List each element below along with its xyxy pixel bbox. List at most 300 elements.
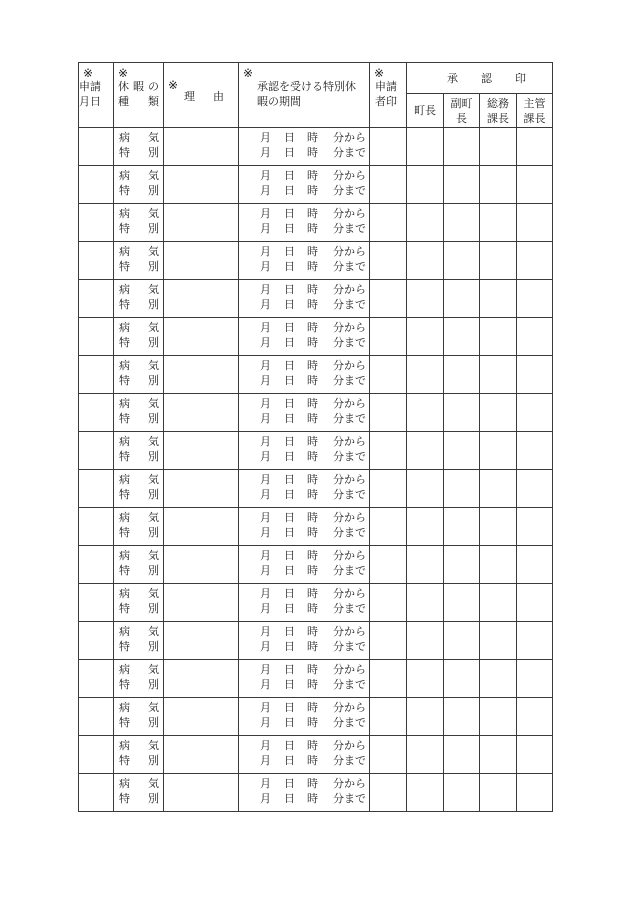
reason-cell[interactable] [164, 774, 239, 812]
text: 分から [333, 397, 366, 410]
mayor-seal-cell[interactable] [407, 584, 444, 622]
text: 分まで [333, 792, 366, 805]
text: 時 [307, 207, 318, 220]
deputy-mayor-seal-cell[interactable] [444, 356, 480, 394]
mayor-seal-cell[interactable] [407, 546, 444, 584]
section-chief-seal-cell[interactable] [517, 318, 553, 356]
text: 分から [333, 359, 366, 372]
leave-type-cell[interactable] [114, 660, 164, 698]
period-from [239, 472, 369, 487]
deputy-mayor-seal-cell[interactable] [444, 736, 480, 774]
type-option-special [114, 183, 163, 198]
applied-date-cell[interactable] [79, 584, 114, 622]
text: 病 [119, 663, 130, 676]
period-cell[interactable] [239, 242, 370, 280]
applied-date-cell[interactable] [79, 356, 114, 394]
deputy-mayor-seal-cell[interactable] [444, 698, 480, 736]
period-from [239, 700, 369, 715]
header-row-top [79, 63, 553, 94]
period-cell[interactable] [239, 698, 370, 736]
deputy-mayor-seal-cell[interactable] [444, 470, 480, 508]
text: の [148, 80, 159, 93]
type-option-special [114, 639, 163, 654]
text: 日 [284, 526, 295, 539]
text: 日 [284, 640, 295, 653]
period-to [239, 259, 369, 274]
text: 月 [260, 716, 271, 729]
text: 月 [260, 169, 271, 182]
applied-date-cell[interactable] [79, 280, 114, 318]
applied-date-cell[interactable] [79, 394, 114, 432]
text: 日 [284, 587, 295, 600]
applicant-seal-cell[interactable] [370, 356, 407, 394]
period-to [239, 715, 369, 730]
section-chief-seal-cell[interactable] [517, 584, 553, 622]
text: 月 [260, 701, 271, 714]
text: 時 [307, 412, 318, 425]
leave-type-cell[interactable] [114, 546, 164, 584]
general-affairs-seal-cell[interactable] [480, 128, 517, 166]
section-chief-seal-cell[interactable] [517, 546, 553, 584]
text: 日 [284, 777, 295, 790]
leave-type-cell[interactable] [114, 204, 164, 242]
leave-type-cell[interactable] [114, 508, 164, 546]
header-period-line1: 承認を受ける特別休 [257, 80, 356, 93]
period-to [239, 145, 369, 160]
mayor-seal-cell[interactable] [407, 736, 444, 774]
applicant-seal-cell[interactable] [370, 204, 407, 242]
period-cell[interactable] [239, 318, 370, 356]
mayor-seal-cell[interactable] [407, 356, 444, 394]
period-from [239, 168, 369, 183]
leave-table [78, 62, 553, 812]
section-chief-seal-cell[interactable] [517, 128, 553, 166]
applicant-seal-cell[interactable] [370, 584, 407, 622]
text: 時 [307, 602, 318, 615]
deputy-mayor-seal-cell[interactable] [444, 660, 480, 698]
text: 時 [307, 511, 318, 524]
text: 気 [148, 511, 159, 524]
text: 月 [260, 564, 271, 577]
deputy-mayor-seal-cell[interactable] [444, 166, 480, 204]
reason-cell[interactable] [164, 546, 239, 584]
period-cell[interactable] [239, 736, 370, 774]
mark-symbol: ※ [118, 66, 129, 80]
text: 分まで [333, 754, 366, 767]
text: 時 [307, 298, 318, 311]
type-option-special [114, 791, 163, 806]
applicant-seal-cell[interactable] [370, 128, 407, 166]
table-row [79, 774, 553, 812]
period-from [239, 662, 369, 677]
general-affairs-seal-cell[interactable] [480, 242, 517, 280]
reason-cell[interactable] [164, 318, 239, 356]
mayor-seal-cell[interactable] [407, 622, 444, 660]
reason-cell[interactable] [164, 432, 239, 470]
section-chief-seal-cell[interactable] [517, 508, 553, 546]
applicant-seal-cell[interactable] [370, 280, 407, 318]
text: 分まで [333, 146, 366, 159]
leave-type-cell[interactable] [114, 774, 164, 812]
leave-type-cell[interactable] [114, 128, 164, 166]
period-cell[interactable] [239, 280, 370, 318]
deputy-mayor-seal-cell[interactable] [444, 242, 480, 280]
general-affairs-seal-cell[interactable] [480, 584, 517, 622]
text: 月 [260, 754, 271, 767]
deputy-mayor-seal-cell[interactable] [444, 128, 480, 166]
deputy-mayor-seal-cell[interactable] [444, 280, 480, 318]
applied-date-cell[interactable] [79, 166, 114, 204]
period-cell[interactable] [239, 584, 370, 622]
general-affairs-seal-cell[interactable] [480, 774, 517, 812]
period-from [239, 624, 369, 639]
text: 時 [307, 397, 318, 410]
leave-type-cell[interactable] [114, 584, 164, 622]
period-to [239, 221, 369, 236]
period-from [239, 510, 369, 525]
period-from [239, 776, 369, 791]
text: 病 [119, 359, 130, 372]
reason-cell[interactable] [164, 470, 239, 508]
period-to [239, 639, 369, 654]
type-option-sick [114, 548, 163, 563]
mayor-seal-cell[interactable] [407, 128, 444, 166]
table-row [79, 280, 553, 318]
mayor-seal-cell[interactable] [407, 774, 444, 812]
type-option-sick [114, 244, 163, 259]
deputy-mayor-seal-cell[interactable] [444, 774, 480, 812]
table-row [79, 242, 553, 280]
table-row [79, 394, 553, 432]
text: 日 [284, 260, 295, 273]
leave-type-cell[interactable] [114, 470, 164, 508]
period-cell[interactable] [239, 204, 370, 242]
general-affairs-seal-cell[interactable] [480, 622, 517, 660]
general-affairs-seal-cell[interactable] [480, 698, 517, 736]
section-chief-seal-cell[interactable] [517, 774, 553, 812]
section-chief-seal-cell[interactable] [517, 394, 553, 432]
deputy-mayor-seal-cell[interactable] [444, 318, 480, 356]
reason-cell[interactable] [164, 280, 239, 318]
text: 時 [307, 754, 318, 767]
general-affairs-seal-cell[interactable] [480, 318, 517, 356]
leave-type-cell[interactable] [114, 318, 164, 356]
mayor-seal-cell[interactable] [407, 318, 444, 356]
text: 特 [119, 526, 130, 539]
period-to [239, 677, 369, 692]
text: 日 [284, 283, 295, 296]
period-to [239, 525, 369, 540]
text: 気 [148, 131, 159, 144]
section-chief-seal-cell[interactable] [517, 356, 553, 394]
applicant-seal-cell[interactable] [370, 242, 407, 280]
reason-cell[interactable] [164, 508, 239, 546]
text: 月 [260, 450, 271, 463]
text: 特 [119, 298, 130, 311]
mark-symbol: ※ [374, 66, 385, 80]
period-cell[interactable] [239, 622, 370, 660]
deputy-mayor-seal-cell[interactable] [444, 546, 480, 584]
deputy-mayor-seal-cell[interactable] [444, 394, 480, 432]
period-cell[interactable] [239, 128, 370, 166]
text: 時 [307, 169, 318, 182]
text: 気 [148, 473, 159, 486]
period-cell[interactable] [239, 660, 370, 698]
reason-cell[interactable] [164, 622, 239, 660]
text: 特 [119, 222, 130, 235]
leave-type-cell[interactable] [114, 622, 164, 660]
reason-cell[interactable] [164, 242, 239, 280]
applied-date-cell[interactable] [79, 242, 114, 280]
text: 月 [260, 245, 271, 258]
header-applied-date [79, 63, 114, 128]
text: 気 [148, 359, 159, 372]
period-to [239, 411, 369, 426]
text: 特 [119, 184, 130, 197]
type-option-special [114, 411, 163, 426]
text: 日 [284, 207, 295, 220]
period-to [239, 487, 369, 502]
applied-date-cell[interactable] [79, 128, 114, 166]
applicant-seal-cell[interactable] [370, 432, 407, 470]
text: 病 [119, 245, 130, 258]
section-chief-seal-cell[interactable] [517, 470, 553, 508]
text: 日 [284, 739, 295, 752]
leave-type-cell[interactable] [114, 242, 164, 280]
applicant-seal-cell[interactable] [370, 546, 407, 584]
leave-type-cell[interactable] [114, 394, 164, 432]
text: 特 [119, 792, 130, 805]
text: 月 [260, 397, 271, 410]
text: 気 [148, 283, 159, 296]
table-row [79, 660, 553, 698]
leave-type-cell[interactable] [114, 356, 164, 394]
text: 時 [307, 184, 318, 197]
type-option-special [114, 753, 163, 768]
table-row [79, 166, 553, 204]
text: 日 [284, 716, 295, 729]
section-chief-seal-cell[interactable] [517, 280, 553, 318]
mayor-seal-cell[interactable] [407, 394, 444, 432]
period-cell[interactable] [239, 356, 370, 394]
text: 分まで [333, 526, 366, 539]
applied-date-cell[interactable] [79, 736, 114, 774]
table-row [79, 128, 553, 166]
mayor-seal-cell[interactable] [407, 280, 444, 318]
text: 日 [284, 397, 295, 410]
period-cell[interactable] [239, 432, 370, 470]
mayor-seal-cell[interactable] [407, 432, 444, 470]
mayor-seal-cell[interactable] [407, 204, 444, 242]
deputy-mayor-seal-cell[interactable] [444, 622, 480, 660]
applied-date-cell[interactable] [79, 774, 114, 812]
leave-type-cell[interactable] [114, 432, 164, 470]
reason-cell[interactable] [164, 660, 239, 698]
text: 病 [119, 739, 130, 752]
text: 印 [515, 72, 526, 85]
text: 別 [148, 450, 159, 463]
section-chief-seal-cell[interactable] [517, 166, 553, 204]
text: 日 [284, 169, 295, 182]
text: 日 [284, 625, 295, 638]
general-affairs-seal-cell[interactable] [480, 356, 517, 394]
applied-date-cell[interactable] [79, 508, 114, 546]
text: 病 [119, 321, 130, 334]
text: 別 [148, 222, 159, 235]
table-row [79, 546, 553, 584]
period-cell[interactable] [239, 394, 370, 432]
reason-cell[interactable] [164, 166, 239, 204]
text: 類 [148, 95, 159, 108]
type-option-special [114, 335, 163, 350]
mayor-seal-cell[interactable] [407, 660, 444, 698]
general-affairs-seal-cell[interactable] [480, 470, 517, 508]
reason-cell[interactable] [164, 736, 239, 774]
text: 気 [148, 207, 159, 220]
period-cell[interactable] [239, 546, 370, 584]
text: 分から [333, 739, 366, 752]
applicant-seal-cell[interactable] [370, 394, 407, 432]
reason-cell[interactable] [164, 394, 239, 432]
header-leave-type-line1 [114, 79, 163, 94]
applicant-seal-cell[interactable] [370, 318, 407, 356]
text: 月 [260, 739, 271, 752]
section-chief-seal-cell[interactable] [517, 622, 553, 660]
text: 時 [307, 716, 318, 729]
general-affairs-seal-cell[interactable] [480, 204, 517, 242]
mayor-seal-cell[interactable] [407, 166, 444, 204]
leave-type-cell[interactable] [114, 736, 164, 774]
deputy-mayor-seal-cell[interactable] [444, 432, 480, 470]
applied-date-cell[interactable] [79, 204, 114, 242]
applied-date-cell[interactable] [79, 698, 114, 736]
text: 日 [284, 754, 295, 767]
text: 認 [481, 72, 492, 85]
type-option-special [114, 373, 163, 388]
leave-type-cell[interactable] [114, 166, 164, 204]
deputy-mayor-seal-cell[interactable] [444, 204, 480, 242]
header-applied-date-line2: 月日 [79, 95, 101, 108]
deputy-mayor-seal-cell[interactable] [444, 584, 480, 622]
table-row [79, 736, 553, 774]
applicant-seal-cell[interactable] [370, 736, 407, 774]
reason-cell[interactable] [164, 128, 239, 166]
text: 別 [148, 260, 159, 273]
general-affairs-seal-cell[interactable] [480, 660, 517, 698]
type-option-special [114, 487, 163, 502]
text: 月 [260, 549, 271, 562]
type-option-special [114, 525, 163, 540]
text: 別 [148, 184, 159, 197]
text: 気 [148, 397, 159, 410]
applied-date-cell[interactable] [79, 470, 114, 508]
section-chief-seal-cell[interactable] [517, 242, 553, 280]
section-chief-seal-cell[interactable] [517, 432, 553, 470]
text: 時 [307, 625, 318, 638]
general-affairs-seal-cell[interactable] [480, 280, 517, 318]
mayor-seal-cell[interactable] [407, 470, 444, 508]
type-option-special [114, 221, 163, 236]
deputy-mayor-seal-cell[interactable] [444, 508, 480, 546]
text: 課長 [487, 112, 509, 125]
header-approver-section-chief [517, 94, 553, 128]
text: 月 [260, 260, 271, 273]
text: 分から [333, 777, 366, 790]
general-affairs-seal-cell[interactable] [480, 166, 517, 204]
text: 月 [260, 602, 271, 615]
general-affairs-seal-cell[interactable] [480, 394, 517, 432]
reason-cell[interactable] [164, 584, 239, 622]
header-approver-deputy-mayor [444, 94, 480, 128]
section-chief-seal-cell[interactable] [517, 204, 553, 242]
text: 月 [260, 146, 271, 159]
period-cell[interactable] [239, 508, 370, 546]
applicant-seal-cell[interactable] [370, 622, 407, 660]
applicant-seal-cell[interactable] [370, 660, 407, 698]
text: 分から [333, 549, 366, 562]
applied-date-cell[interactable] [79, 660, 114, 698]
text: 時 [307, 777, 318, 790]
type-option-sick [114, 320, 163, 335]
text: 日 [284, 184, 295, 197]
type-option-sick [114, 510, 163, 525]
applicant-seal-cell[interactable] [370, 470, 407, 508]
text: 月 [260, 435, 271, 448]
general-affairs-seal-cell[interactable] [480, 736, 517, 774]
text: 病 [119, 397, 130, 410]
general-affairs-seal-cell[interactable] [480, 546, 517, 584]
text: 月 [260, 587, 271, 600]
mayor-seal-cell[interactable] [407, 698, 444, 736]
period-cell[interactable] [239, 774, 370, 812]
applied-date-cell[interactable] [79, 546, 114, 584]
reason-cell[interactable] [164, 356, 239, 394]
applied-date-cell[interactable] [79, 622, 114, 660]
text: 分から [333, 131, 366, 144]
leave-type-cell[interactable] [114, 280, 164, 318]
text: 長 [456, 112, 467, 125]
text: 時 [307, 640, 318, 653]
section-chief-seal-cell[interactable] [517, 660, 553, 698]
applied-date-cell[interactable] [79, 432, 114, 470]
applicant-seal-cell[interactable] [370, 166, 407, 204]
text: 時 [307, 678, 318, 691]
section-chief-seal-cell[interactable] [517, 698, 553, 736]
period-cell[interactable] [239, 166, 370, 204]
reason-cell[interactable] [164, 204, 239, 242]
general-affairs-seal-cell[interactable] [480, 508, 517, 546]
general-affairs-seal-cell[interactable] [480, 432, 517, 470]
text: 分まで [333, 260, 366, 273]
mayor-seal-cell[interactable] [407, 242, 444, 280]
applied-date-cell[interactable] [79, 318, 114, 356]
reason-cell[interactable] [164, 698, 239, 736]
text: 分まで [333, 716, 366, 729]
mark-symbol: ※ [243, 66, 254, 80]
text: 時 [307, 260, 318, 273]
mark-symbol: ※ [168, 78, 179, 92]
applicant-seal-cell[interactable] [370, 508, 407, 546]
mayor-seal-cell[interactable] [407, 508, 444, 546]
text: 病 [119, 283, 130, 296]
section-chief-seal-cell[interactable] [517, 736, 553, 774]
period-cell[interactable] [239, 470, 370, 508]
text: 日 [284, 663, 295, 676]
applicant-seal-cell[interactable] [370, 698, 407, 736]
text: 日 [284, 511, 295, 524]
leave-type-cell[interactable] [114, 698, 164, 736]
applicant-seal-cell[interactable] [370, 774, 407, 812]
